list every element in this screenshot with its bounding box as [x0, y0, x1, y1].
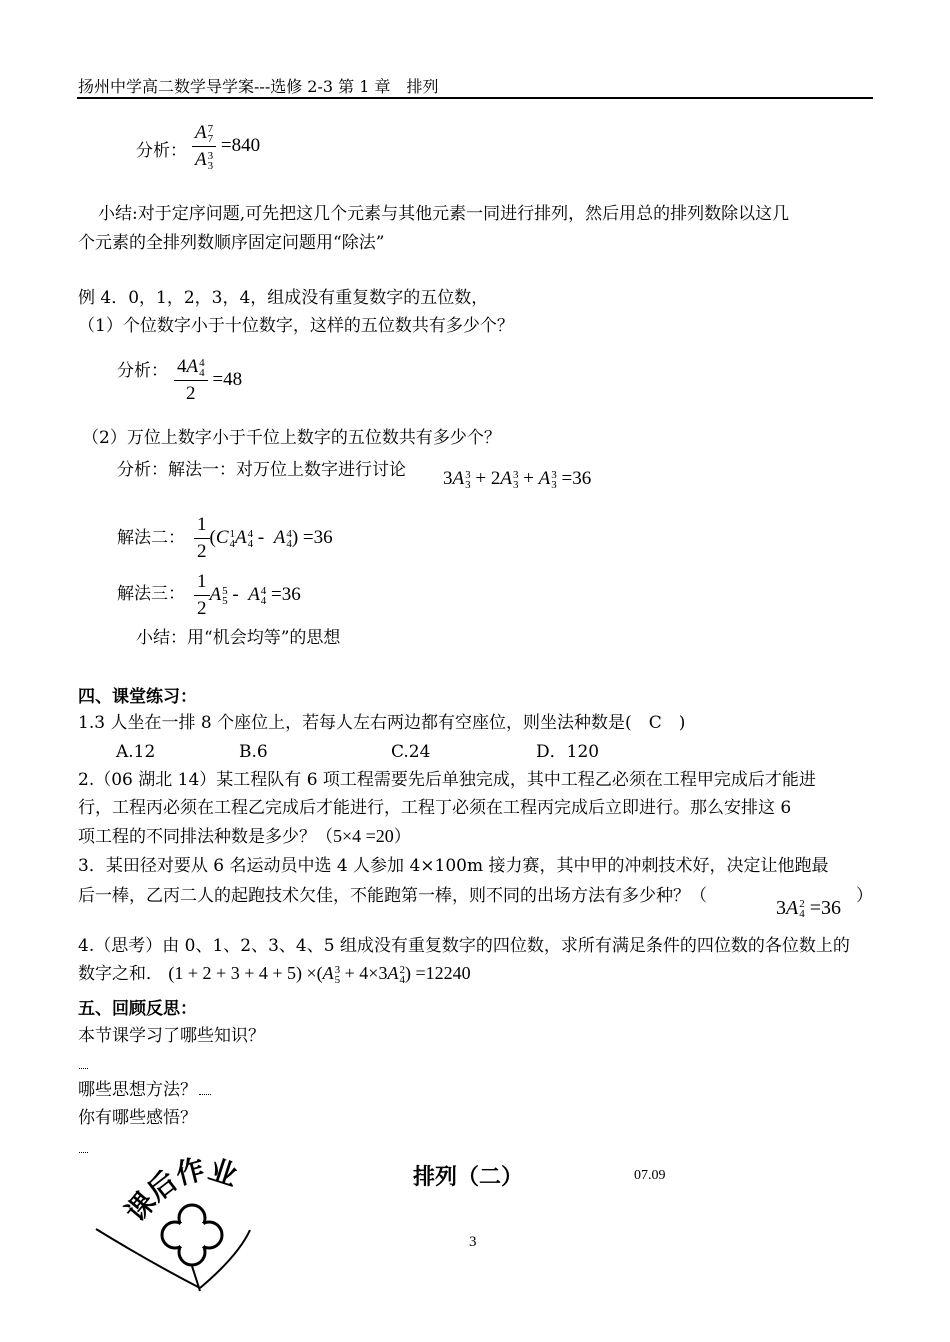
ex4-q2-method3-result: =36 [271, 583, 301, 605]
p4-formula: (1 + 2 + 3 + 4 + 5) ×(A 3 5 + 4×3A 2 4 ) =12240 [168, 963, 471, 986]
p1-option-a: A.12 [116, 742, 156, 762]
ex4-q1-formula [174, 356, 242, 405]
answer-blank-1 [79, 1068, 88, 1069]
review-q2-text: 哪些思想方法？ [78, 1080, 197, 1100]
p4-line1: 4.（思考）由 0、1、2、3、4、5 组成没有重复数字的四位数，求所有满足条件的四位数的各位数上的 [78, 936, 850, 956]
review-q3: 你有哪些感悟？ [78, 1108, 197, 1128]
next-lesson-title: 排列（二） [413, 1165, 524, 1190]
p2-line3-text: 项工程的不同排法种数是多少？（ [78, 827, 333, 847]
ex4-q2-method1: 分析：解法一：对万位上数字进行讨论 [117, 460, 406, 480]
ex4-q2-method1-result: =36 [561, 468, 592, 489]
p2-line2: 行，工程丙必须在工程乙完成后才能进行，工程丁必须在工程丙完成后立即进行。那么安排这 6 [78, 798, 792, 818]
lesson-date: 07.09 [634, 1168, 666, 1183]
p1-question: 1.3 人坐在一排 8 个座位上，若每人左右两边都有空座位，则坐法种数是( C ) [78, 713, 686, 733]
page-header: 扬州中学高二数学导学案---选修 2-3 第 1 章 排列 [78, 77, 439, 96]
p1-option-d: D．120 [536, 742, 600, 762]
p2-line3 [78, 825, 411, 848]
ex3-formula [192, 122, 260, 171]
p2-line1: 2.（06 湖北 14）某工程队有 6 项工程需要先后单独完成，其中工程乙必须在工程甲完成后才能进 [78, 770, 816, 790]
p3-line2: 后一棒，乙丙二人的起跑技术欠佳，不能跑第一棒，则不同的出场方法有多少种？（ [78, 886, 707, 906]
p3-close: ） [856, 886, 873, 906]
ex4-title: 例 4．0，1，2，3，4，组成没有重复数字的五位数， [78, 288, 489, 308]
stem-icon [96, 1229, 250, 1291]
ex4-q2-method2-result: ) =36 [291, 526, 333, 548]
header-rule [77, 97, 873, 99]
p4-formula-prefix: (1 + 2 + 3 + 4 + 5) ×( [168, 963, 323, 983]
p3-answer-result: =36 [809, 897, 841, 919]
ex4-q1-fraction: 4A 4 4 2 [174, 356, 208, 405]
ex3-result: =840 [220, 134, 261, 156]
ex3-summary-line2: 个元素的全排列数顺序固定问题用“除法” [78, 233, 385, 253]
p3-line1: 3．某田径对要从 6 名运动员中选 4 人参加 4×100m 接力赛，其中甲的冲刺技术好，决定让他跑最 [78, 856, 829, 876]
ex3-fraction: A 7 7 A 3 3 [192, 122, 216, 171]
answer-blank-2 [199, 1094, 211, 1095]
ex4-q1-result: =48 [212, 368, 243, 390]
review-q2 [78, 1079, 211, 1101]
ex4-q2-method1-formula: 3A 3 3 + 2A 3 3 + A 3 3 =36 [443, 468, 592, 491]
p1-option-b: B.6 [239, 742, 268, 762]
ex4-q2: （2）万位上数字小于千位上数字的五位数共有多少个？ [82, 428, 501, 448]
ex4-q1-analysis-label: 分析： [117, 361, 168, 381]
ex3-analysis-label: 分析： [136, 141, 187, 161]
section5-heading: 五、回顾反思： [78, 999, 197, 1019]
p2-answer: 5×4 =20 [333, 826, 394, 846]
answer-blank-3 [79, 1152, 88, 1153]
p4-formula-result: ) =12240 [404, 963, 471, 983]
review-q1: 本节课学习了哪些知识？ [78, 1026, 265, 1046]
section4-heading: 四、课堂练习： [78, 687, 197, 707]
ex4-q2-method3-formula: $\frac{1}{2}$ A 5 5 - A 4 4 =36 [194, 571, 301, 620]
ex4-q2-method2-formula: $\frac{1}{2}$ (C 1 4 A 4 4 - A 4 4 ) =36 [194, 514, 333, 563]
ex4-q1: （1）个位数字小于十位数字，这样的五位数共有多少个？ [78, 316, 514, 336]
page-number: 3 [469, 1234, 477, 1250]
ex4-q2-method3-label: 解法三： [117, 584, 185, 604]
p1-option-c: C.24 [391, 742, 431, 762]
homework-badge [88, 1146, 288, 1296]
ex4-q2-summary: 小结：用“机会均等”的思想 [136, 628, 341, 648]
ex4-q2-method2-label: 解法二： [117, 528, 185, 548]
ex3-summary-line1: 小结:对于定序问题,可先把这几个元素与其他元素一同进行排列，然后用总的排列数除以这几 [98, 204, 790, 224]
p3-answer: 3A 2 4 =36 [776, 897, 841, 921]
p4-line2-text: 数字之和． [78, 964, 163, 984]
p4-line2 [78, 962, 471, 985]
homework-badge-text: 课后作业 [118, 1152, 242, 1229]
p2-close: ） [393, 827, 411, 847]
